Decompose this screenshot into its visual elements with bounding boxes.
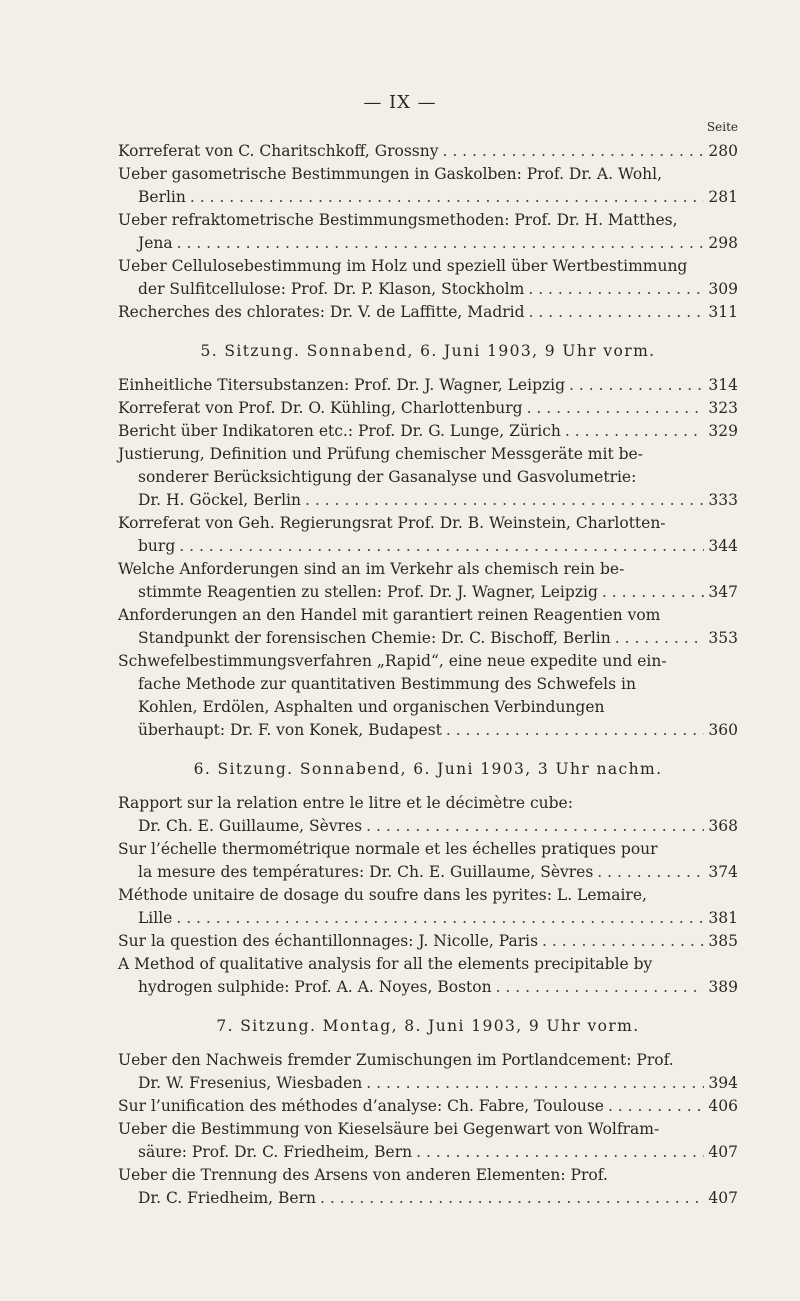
- toc-entry-text: überhaupt: Dr. F. von Konek, Budapest: [138, 721, 442, 739]
- toc-entry-text: Dr. W. Fresenius, Wiesbaden: [138, 1074, 363, 1092]
- page-number: 309: [708, 280, 738, 298]
- toc-entry-text: Standpunkt der forensischen Chemie: Dr. C. Bischoff, Berlin: [138, 629, 611, 647]
- toc-block-4: [118, 1049, 738, 1210]
- leader-dots: [366, 1072, 704, 1095]
- leader-dots: [527, 397, 704, 420]
- toc-entry-line: [118, 163, 738, 186]
- table-of-contents: [118, 140, 738, 1210]
- toc-entry-line: [118, 673, 738, 696]
- toc-entry-line: [118, 884, 738, 907]
- toc-entry: [118, 397, 738, 420]
- leader-dots: [305, 489, 704, 512]
- toc-entry-text: Ueber die Trennung des Arsens von anderen Elementen: Prof.: [118, 1166, 608, 1184]
- leader-dots: [615, 627, 704, 650]
- toc-entry-text: Kohlen, Erdölen, Asphalten und organischen Verbindungen: [138, 698, 605, 716]
- toc-entry-text: sonderer Berücksichtigung der Gasanalyse und Gasvolumetrie:: [138, 468, 637, 486]
- leader-dots: [608, 1095, 704, 1118]
- leader-dots: [565, 420, 704, 443]
- toc-entry-line: [118, 627, 738, 650]
- toc-entry-line: [118, 1049, 738, 1072]
- leader-dots: [366, 815, 704, 838]
- page-number: 381: [708, 909, 738, 927]
- toc-entry-line: [118, 232, 738, 255]
- page-number: 344: [708, 537, 738, 555]
- toc-entry-line: [118, 420, 738, 443]
- toc-entry-line: [118, 1141, 738, 1164]
- toc-entry-line: [118, 374, 738, 397]
- toc-entry-line: [118, 930, 738, 953]
- toc-entry-line: [118, 953, 738, 976]
- toc-entry-line: [118, 907, 738, 930]
- leader-dots: [177, 232, 704, 255]
- toc-entry-line: [118, 443, 738, 466]
- toc-entry-text: Bericht über Indikatoren etc.: Prof. Dr. G. Lunge, Zürich: [118, 422, 561, 440]
- page-number: 281: [708, 188, 738, 206]
- toc-entry-line: [118, 1187, 738, 1210]
- leader-dots: [602, 581, 704, 604]
- toc-entry-line: [118, 719, 738, 742]
- toc-entry: [118, 512, 738, 558]
- toc-entry: [118, 374, 738, 397]
- toc-entry: [118, 1118, 738, 1164]
- leader-dots: [190, 186, 704, 209]
- toc-entry-line: [118, 815, 738, 838]
- page-number: 333: [708, 491, 738, 509]
- toc-entry-text: hydrogen sulphide: Prof. A. A. Noyes, Boston: [138, 978, 492, 996]
- toc-entry-text: Korreferat von Geh. Regierungsrat Prof. Dr. B. Weinstein, Charlotten-: [118, 514, 666, 532]
- toc-entry-text: Dr. H. Göckel, Berlin: [138, 491, 301, 509]
- toc-entry-line: [118, 838, 738, 861]
- leader-dots: [597, 861, 704, 884]
- toc-entry-text: Rapport sur la relation entre le litre et le décimètre cube:: [118, 794, 573, 812]
- page-number: 389: [708, 978, 738, 996]
- toc-entry-line: [118, 696, 738, 719]
- toc-entry-line: [118, 140, 738, 163]
- toc-entry-text: Korreferat von Prof. Dr. O. Kühling, Charlottenburg: [118, 399, 523, 417]
- leader-dots: [496, 976, 704, 999]
- toc-entry: [118, 1164, 738, 1210]
- page-number: 298: [708, 234, 738, 252]
- toc-entry-text: Welche Anforderungen sind an im Verkehr als chemisch rein be-: [118, 560, 625, 578]
- running-head: — IX —: [363, 92, 437, 113]
- toc-entry-text: Lille: [138, 909, 173, 927]
- page-number: 406: [708, 1097, 738, 1115]
- toc-entry: [118, 792, 738, 838]
- leader-dots: [528, 278, 704, 301]
- page-number: 407: [708, 1189, 738, 1207]
- toc-entry-text: Berlin: [138, 188, 186, 206]
- toc-entry: [118, 558, 738, 604]
- toc-entry-text: Recherches des chlorates: Dr. V. de Laffitte, Madrid: [118, 303, 525, 321]
- toc-entry-line: [118, 186, 738, 209]
- toc-entry-line: [118, 466, 738, 489]
- toc-entry-line: [118, 604, 738, 627]
- toc-entry: [118, 255, 738, 301]
- toc-entry-text: Justierung, Definition und Prüfung chemischer Messgeräte mit be-: [118, 445, 643, 463]
- toc-entry: [118, 953, 738, 999]
- page-number: 323: [708, 399, 738, 417]
- toc-entry-line: [118, 581, 738, 604]
- toc-entry-line: [118, 1072, 738, 1095]
- leader-dots: [442, 140, 704, 163]
- toc-entry-text: A Method of qualitative analysis for all the elements precipitable by: [118, 955, 653, 973]
- toc-entry-text: Ueber Cellulosebestimmung im Holz und speziell über Wertbestimmung: [118, 257, 688, 275]
- toc-entry: [118, 163, 738, 209]
- toc-entry-line: [118, 301, 738, 324]
- leader-dots: [542, 930, 704, 953]
- page-number: 385: [708, 932, 738, 950]
- toc-entry-text: säure: Prof. Dr. C. Friedheim, Bern: [138, 1143, 413, 1161]
- toc-entry-line: [118, 278, 738, 301]
- toc-entry-text: Méthode unitaire de dosage du soufre dans les pyrites: L. Lemaire,: [118, 886, 647, 904]
- page-number: 360: [708, 721, 738, 739]
- session-heading-5: 5. Sitzung. Sonnabend, 6. Juni 1903, 9 Uhr vorm.: [200, 342, 656, 360]
- leader-dots: [176, 907, 704, 930]
- toc-entry-text: Ueber die Bestimmung von Kieselsäure bei Gegenwart von Wolfram-: [118, 1120, 660, 1138]
- toc-entry-text: Dr. C. Friedheim, Bern: [138, 1189, 316, 1207]
- leader-dots: [179, 535, 704, 558]
- toc-entry-text: Einheitliche Titersubstanzen: Prof. Dr. J. Wagner, Leipzig: [118, 376, 566, 394]
- page-number: 280: [708, 142, 738, 160]
- toc-entry: [118, 209, 738, 255]
- page-number: 374: [708, 863, 738, 881]
- page-number: 311: [708, 303, 738, 321]
- toc-entry-text: Schwefelbestimmungsverfahren „Rapid“, eine neue expedite und ein-: [118, 652, 667, 670]
- toc-entry-line: [118, 535, 738, 558]
- toc-entry: [118, 650, 738, 742]
- page-number: 347: [708, 583, 738, 601]
- toc-entry-line: [118, 1095, 738, 1118]
- toc-entry-text: Anforderungen an den Handel mit garantiert reinen Reagentien vom: [118, 606, 661, 624]
- toc-entry-text: stimmte Reagentien zu stellen: Prof. Dr. J. Wagner, Leipzig: [138, 583, 598, 601]
- toc-entry-text: Sur l’échelle thermométrique normale et les échelles pratiques pour: [118, 840, 658, 858]
- toc-entry-text: burg: [138, 537, 176, 555]
- toc-entry-line: [118, 650, 738, 673]
- page-number: 394: [708, 1074, 738, 1092]
- leader-dots: [320, 1187, 704, 1210]
- toc-entry-text: Ueber gasometrische Bestimmungen in Gaskolben: Prof. Dr. A. Wohl,: [118, 165, 663, 183]
- toc-entry-line: [118, 512, 738, 535]
- leader-dots: [569, 374, 704, 397]
- toc-entry: [118, 1095, 738, 1118]
- toc-entry-line: [118, 1118, 738, 1141]
- toc-entry-text: Dr. Ch. E. Guillaume, Sèvres: [138, 817, 363, 835]
- toc-block-2: [118, 374, 738, 742]
- session-heading-7: 7. Sitzung. Montag, 8. Juni 1903, 9 Uhr vorm.: [216, 1017, 640, 1035]
- toc-entry-line: [118, 209, 738, 232]
- page-number: 407: [708, 1143, 738, 1161]
- toc-entry-line: [118, 861, 738, 884]
- page-number: 314: [708, 376, 738, 394]
- page-number: 329: [708, 422, 738, 440]
- toc-entry: [118, 884, 738, 930]
- toc-block-1: [118, 140, 738, 324]
- toc-entry-line: [118, 397, 738, 420]
- toc-entry-line: [118, 792, 738, 815]
- toc-entry: [118, 140, 738, 163]
- toc-entry: [118, 604, 738, 650]
- page-column-header: Seite: [706, 120, 738, 134]
- toc-entry-text: Korreferat von C. Charitschkoff, Grossny: [118, 142, 439, 160]
- toc-entry-text: Sur l’unification des méthodes d’analyse: Ch. Fabre, Toulouse: [118, 1097, 604, 1115]
- toc-entry-line: [118, 976, 738, 999]
- toc-entry-line: [118, 489, 738, 512]
- toc-entry-line: [118, 255, 738, 278]
- toc-entry-line: [118, 1164, 738, 1187]
- toc-entry-text: Ueber refraktometrische Bestimmungsmethoden: Prof. Dr. H. Matthes,: [118, 211, 678, 229]
- leader-dots: [416, 1141, 704, 1164]
- toc-entry: [118, 301, 738, 324]
- toc-entry-text: der Sulfitcellulose: Prof. Dr. P. Klason, Stockholm: [138, 280, 525, 298]
- toc-entry-text: Jena: [138, 234, 173, 252]
- toc-entry-text: la mesure des températures: Dr. Ch. E. Guillaume, Sèvres: [138, 863, 594, 881]
- toc-entry-text: Sur la question des échantillonnages: J. Nicolle, Paris: [118, 932, 539, 950]
- toc-entry-line: [118, 558, 738, 581]
- toc-block-3: [118, 792, 738, 999]
- toc-entry: [118, 838, 738, 884]
- page-number: 353: [708, 629, 738, 647]
- toc-entry: [118, 1049, 738, 1095]
- toc-entry: [118, 930, 738, 953]
- toc-entry: [118, 420, 738, 443]
- leader-dots: [446, 719, 704, 742]
- page-number: 368: [708, 817, 738, 835]
- toc-entry-text: fache Methode zur quantitativen Bestimmung des Schwefels in: [138, 675, 636, 693]
- leader-dots: [529, 301, 704, 324]
- session-heading-6: 6. Sitzung. Sonnabend, 6. Juni 1903, 3 Uhr nachm.: [193, 760, 663, 778]
- toc-entry-text: Ueber den Nachweis fremder Zumischungen im Portlandcement: Prof.: [118, 1051, 674, 1069]
- toc-entry: [118, 443, 738, 512]
